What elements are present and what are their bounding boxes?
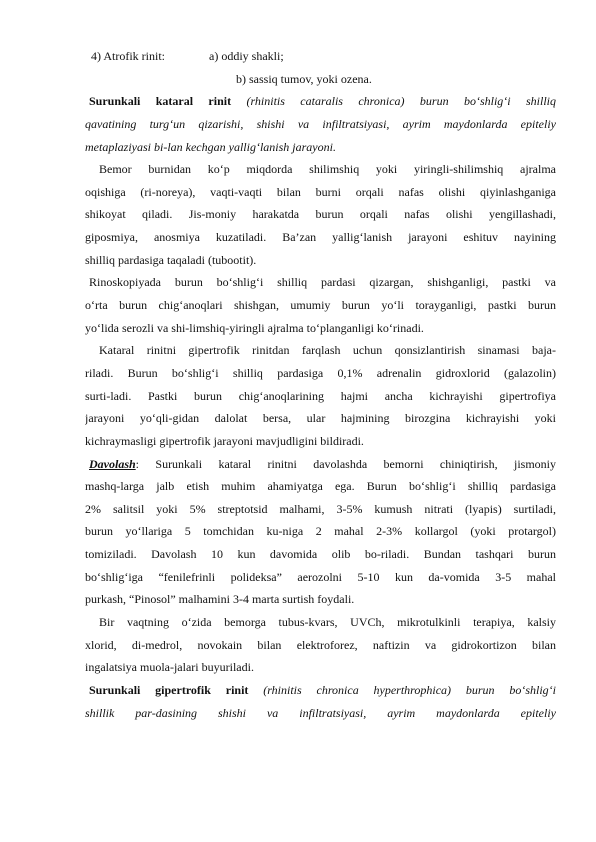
oddiy-shakli-item: a) oddiy shakli; (209, 49, 284, 63)
paragraph-line: 2% salitsil yoki 5% streptotsid malhami, 3-5% kumush nitrati (lyapis) surtiladi, (85, 501, 556, 516)
paragraph-line: yo‘lida serozli va shi-limshiq-yiringli ajralma to‘planganligi ko‘rinadi. (85, 320, 424, 335)
paragraph-line: jarayoni yo‘qli-gidan dalolat bersa, ular hajmining birozgina kichrayishi yoki (85, 411, 556, 426)
paragraph-line: xlorid, di-medrol, novokain bilan elektroforez, naftizin va gidrokortizon bilan (85, 637, 556, 652)
section-heading-gipertrofik: Surunkali gipertrofik rinit (89, 682, 249, 697)
paragraph-line: oqishiga (ri-noreya), vaqti-vaqti bilan burni orqali nafas olishi qiyinlashganiga (85, 184, 556, 199)
document-page (85, 45, 556, 724)
classification-line-atrofik (85, 45, 556, 68)
paragraph-line: shillik par-dasining shishi va infiltratsiyasi, ayrim maydonlarda epiteliy (85, 705, 556, 720)
paragraph-line: bo‘shlig‘iga “fenilefrinli polideksa” aerozolni 5-10 kun da-vomida 3-5 mahal (85, 569, 556, 584)
definition-text: (rhinitis cataralis chronica) burun bo‘shlig‘i shilliq (231, 94, 556, 109)
paragraph-line: burun yo‘llariga 5 tomchidan ku-niga 2 mahal 2-3% kollargol (yoki protargol) (85, 524, 556, 539)
paragraph-line: kichraymasligi gipertrofik jarayoni mavjudligini bildiradi. (85, 433, 364, 448)
paragraph-line: shilliq pardasiga taqaladi (tubootit). (85, 252, 257, 267)
paragraph-line: o‘rta burun chig‘anoqlari shishgan, umumiy burun yo‘li torayganligi, pastki burun (85, 298, 556, 313)
definition-text: (rhinitis chronica hyperthrophica) burun bo‘shlig‘i (248, 682, 556, 697)
classification-line-ozena (85, 68, 556, 91)
paragraph-line: Kataral rinitni gipertrofik rinitdan farqlash uchun qonsizlantirish sinamasi baja- (99, 343, 556, 358)
paragraph-line (85, 90, 556, 113)
section-heading-kataral: Surunkali kataral rinit (89, 94, 232, 109)
paragraph-line: giposmiya, anosmiya kuzatiladi. Ba’zan yallig‘lanish jarayoni eshituv nayining (85, 230, 556, 245)
paragraph-line: tomiziladi. Davolash 10 kun davomida olib bo-riladi. Bundan tashqari burun (85, 547, 556, 562)
paragraph-line: Rinoskopiyada burun bo‘shlig‘i shilliq pardasi qizargan, shishganligi, pastki va (89, 275, 556, 290)
ozena-item: b) sassiq tumov, yoki ozena. (236, 71, 372, 86)
paragraph-line: Bemor burnidan ko‘p miqdorda shilimshiq yoki yiringli-shilimshiq ajralma (99, 162, 556, 177)
paragraph-line: Bir vaqtning o‘zida bemorga tubus-kvars, UVCh, mikrotulkinli terapiya, kalsiy (99, 615, 556, 630)
paragraph-line (85, 679, 556, 702)
paragraph-line: qavatining turg‘un qizarishi, shishi va infiltratsiyasi, ayrim maydonlarda epiteliy (85, 116, 556, 131)
paragraph-line: riladi. Burun bo‘shlig‘i shilliq pardasiga 0,1% adrenalin gidroxlorid (galazolin) (85, 365, 556, 380)
paragraph-line: surti-ladi. Pastki burun chig‘anoqlarining hajmi ancha kichrayishi gipertrofiya (85, 388, 556, 403)
paragraph-line: purkash, “Pinosol” malhamini 3-4 marta surtish foydali. (85, 592, 355, 607)
paragraph-line: shikoyat qiladi. Jis-moniy harakatda burun orqali nafas olishi yengillashadi, (85, 207, 556, 222)
paragraph-line: mashq-larga jalb etish muhim ahamiyatga ega. Burun bo‘shlig‘i shilliq pardasiga (85, 479, 556, 494)
paragraph-line: metaplaziyasi bi-lan kechgan yallig‘lanish jarayoni. (85, 139, 336, 154)
paragraph-line: ingalatsiya muola-jalari buyuriladi. (85, 660, 254, 675)
atrofik-rinit-label: 4) Atrofik rinit: (91, 49, 165, 63)
paragraph-line: Davolash: Surunkali kataral rinitni davolashda bemorni chiniqtirish, jismoniy (89, 456, 556, 471)
section-heading-davolash: Davolash (89, 456, 136, 471)
